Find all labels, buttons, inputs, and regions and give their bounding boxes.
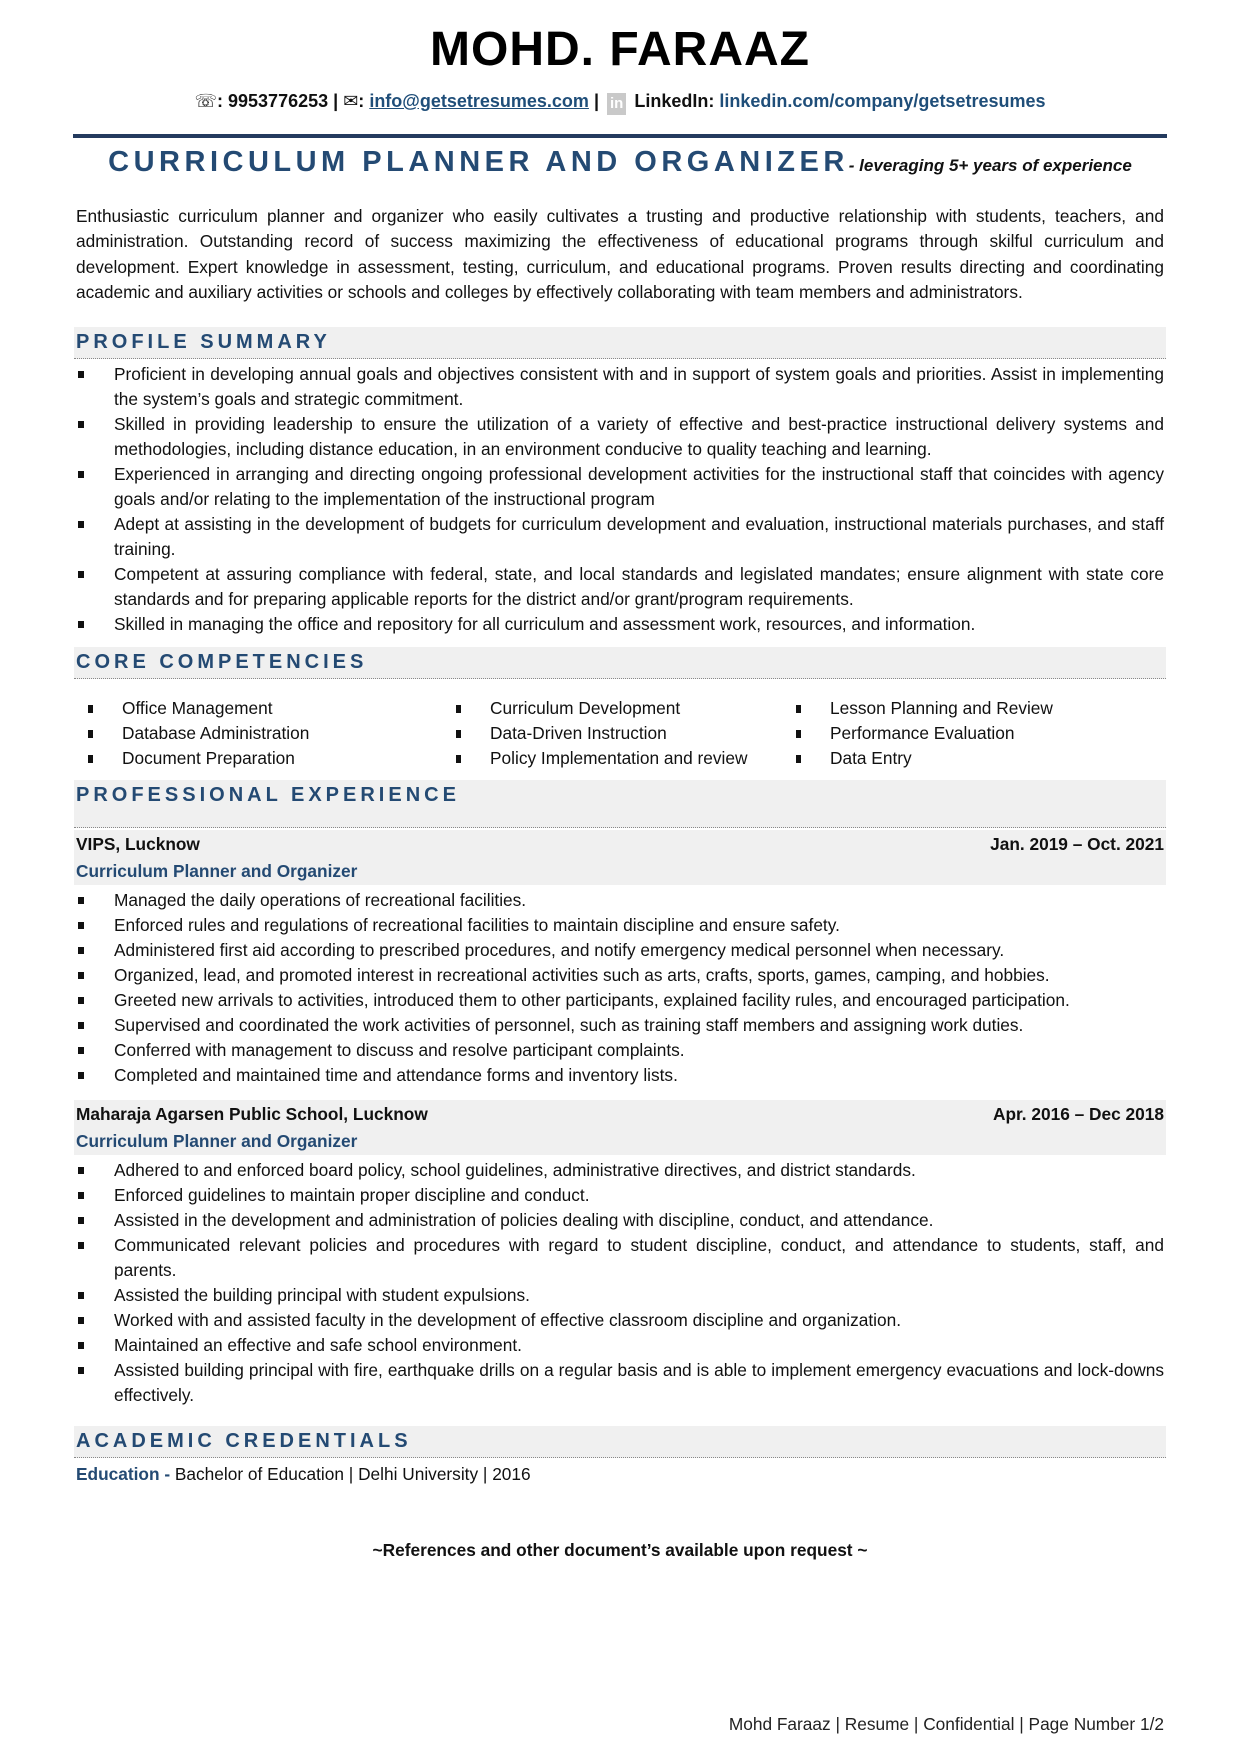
page-footer: Mohd Faraaz | Resume | Confidential | Page Number 1/2	[728, 1714, 1164, 1734]
education-line	[76, 1464, 531, 1485]
competency-item: Curriculum Development	[452, 696, 792, 721]
list-item: Skilled in managing the office and repository for all curriculum and assessment work, resources, and information.	[76, 612, 1164, 637]
job-organization: Maharaja Agarsen Public School, Lucknow	[76, 1104, 428, 1124]
header-divider	[73, 134, 1167, 138]
list-item: Competent at assuring compliance with federal, state, and local standards and legislated mandates; ensure alignment with state core standards and for preparing applicable reports for the district and/or grant/program requirements.	[76, 562, 1164, 612]
section-title: CORE COMPETENCIES	[76, 651, 368, 673]
headline-subtitle: - leveraging 5+ years of experience	[848, 156, 1132, 175]
list-item: Completed and maintained time and attendance forms and inventory lists.	[76, 1063, 1164, 1088]
section-header-core-competencies	[74, 647, 1166, 679]
section-header-academic-credentials	[74, 1426, 1166, 1458]
job-role: Curriculum Planner and Organizer	[76, 861, 358, 881]
job-dates: Apr. 2016 – Dec 2018	[992, 1104, 1164, 1124]
intro-paragraph: Enthusiastic curriculum planner and organizer who easily cultivates a trusting and productive relationship with students, teachers, and administration. Outstanding record of success maximizing the effectiveness of educational programs through skilful curriculum and development. Expert knowledge in assessment, testing, curriculum, and educational programs. Proven results directing and coordinating academic and auxiliary activities or schools and colleges by effectively collaborating with team members and administrators.	[76, 206, 1164, 302]
list-item: Worked with and assisted faculty in the development of effective classroom discipline and organization.	[76, 1308, 1164, 1333]
job-bullets	[76, 888, 1164, 1088]
list-item: Proficient in developing annual goals and objectives consistent with and in support of system goals and priorities. Assist in implementing the system’s goals and strategic commitment.	[76, 362, 1164, 412]
list-item: Skilled in providing leadership to ensure the utilization of a variety of effective and best-practice instructional delivery systems and methodologies, including distance education, in an environment conducive to quality teaching and learning.	[76, 412, 1164, 462]
list-item: Managed the daily operations of recreational facilities.	[76, 888, 1164, 913]
list-item: Adhered to and enforced board policy, school guidelines, administrative directives, and district standards.	[76, 1158, 1164, 1183]
competency-item: Lesson Planning and Review	[792, 696, 1152, 721]
competency-item: Policy Implementation and review	[452, 746, 792, 771]
list-item: Assisted building principal with fire, earthquake drills on a regular basis and is able to implement emergency evacuations and lock-downs effectively.	[76, 1358, 1164, 1408]
competency-item: Performance Evaluation	[792, 721, 1152, 746]
linkedin-icon: in	[607, 93, 626, 115]
candidate-name: MOHD. FARAAZ	[430, 23, 810, 76]
section-title: ACADEMIC CREDENTIALS	[76, 1430, 412, 1452]
list-item: Assisted the building principal with student expulsions.	[76, 1283, 1164, 1308]
job-role: Curriculum Planner and Organizer	[76, 1131, 358, 1151]
phone-number: 9953776253	[228, 91, 329, 111]
education-dash: -	[159, 1464, 175, 1484]
competencies-grid	[84, 696, 1164, 771]
profile-summary-list	[76, 362, 1164, 637]
competency-item: Office Management	[84, 696, 452, 721]
section-header-professional-experience	[74, 780, 1166, 828]
linkedin-link[interactable]: linkedin.com/company/getsetresumes	[719, 91, 1046, 111]
job-header	[74, 1100, 1166, 1155]
email-link[interactable]: info@getsetresumes.com	[369, 91, 589, 111]
headline-title: CURRICULUM PLANNER AND ORGANIZER	[108, 146, 849, 178]
section-title: PROFILE SUMMARY	[76, 331, 331, 353]
job-header	[74, 830, 1166, 885]
list-item: Enforced rules and regulations of recreational facilities to maintain discipline and ensure safety.	[76, 913, 1164, 938]
competency-item: Data Entry	[792, 746, 1152, 771]
list-item: Greeted new arrivals to activities, introduced them to other participants, explained facility rules, and encouraged participation.	[76, 988, 1164, 1013]
list-item: Adept at assisting in the development of budgets for curriculum development and evaluation, instructional materials purchases, and staff training.	[76, 512, 1164, 562]
education-details: Bachelor of Education | Delhi University | 2016	[174, 1464, 531, 1484]
list-item: Maintained an effective and safe school environment.	[76, 1333, 1164, 1358]
phone-prefix: :	[217, 91, 223, 111]
list-item: Administered first aid according to prescribed procedures, and notify emergency medical personnel when necessary.	[76, 938, 1164, 963]
section-header-profile-summary	[74, 327, 1166, 359]
list-item: Supervised and coordinated the work activities of personnel, such as training staff members and assigning work duties.	[76, 1013, 1164, 1038]
list-item: Enforced guidelines to maintain proper discipline and conduct.	[76, 1183, 1164, 1208]
separator: |	[333, 91, 339, 111]
competency-item: Data-Driven Instruction	[452, 721, 792, 746]
envelope-icon: ✉	[343, 91, 359, 111]
list-item: Organized, lead, and promoted interest in recreational activities such as arts, crafts, sports, games, camping, and hobbies.	[76, 963, 1164, 988]
separator: |	[593, 91, 599, 111]
list-item: Assisted in the development and administration of policies dealing with discipline, conduct, and attendance.	[76, 1208, 1164, 1233]
list-item: Experienced in arranging and directing ongoing professional development activities for the instructional staff that coincides with agency goals and/or relating to the implementation of the instructional program	[76, 462, 1164, 512]
job-organization: VIPS, Lucknow	[76, 834, 200, 854]
competency-item: Document Preparation	[84, 746, 452, 771]
linkedin-label: LinkedIn:	[634, 91, 715, 111]
headline	[0, 146, 1240, 179]
list-item: Conferred with management to discuss and resolve participant complaints.	[76, 1038, 1164, 1063]
section-title: PROFESSIONAL EXPERIENCE	[76, 784, 460, 806]
job-dates: Jan. 2019 – Oct. 2021	[990, 834, 1164, 854]
phone-icon: ☏	[194, 91, 217, 111]
contact-line	[0, 91, 1240, 115]
job-bullets	[76, 1158, 1164, 1408]
references-note: ~References and other document’s available upon request ~	[372, 1540, 868, 1560]
competency-item: Database Administration	[84, 721, 452, 746]
education-label: Education	[76, 1464, 160, 1484]
list-item: Communicated relevant policies and procedures with regard to student discipline, conduct, and attendance to students, staff, and parents.	[76, 1233, 1164, 1283]
email-prefix: :	[358, 91, 365, 111]
